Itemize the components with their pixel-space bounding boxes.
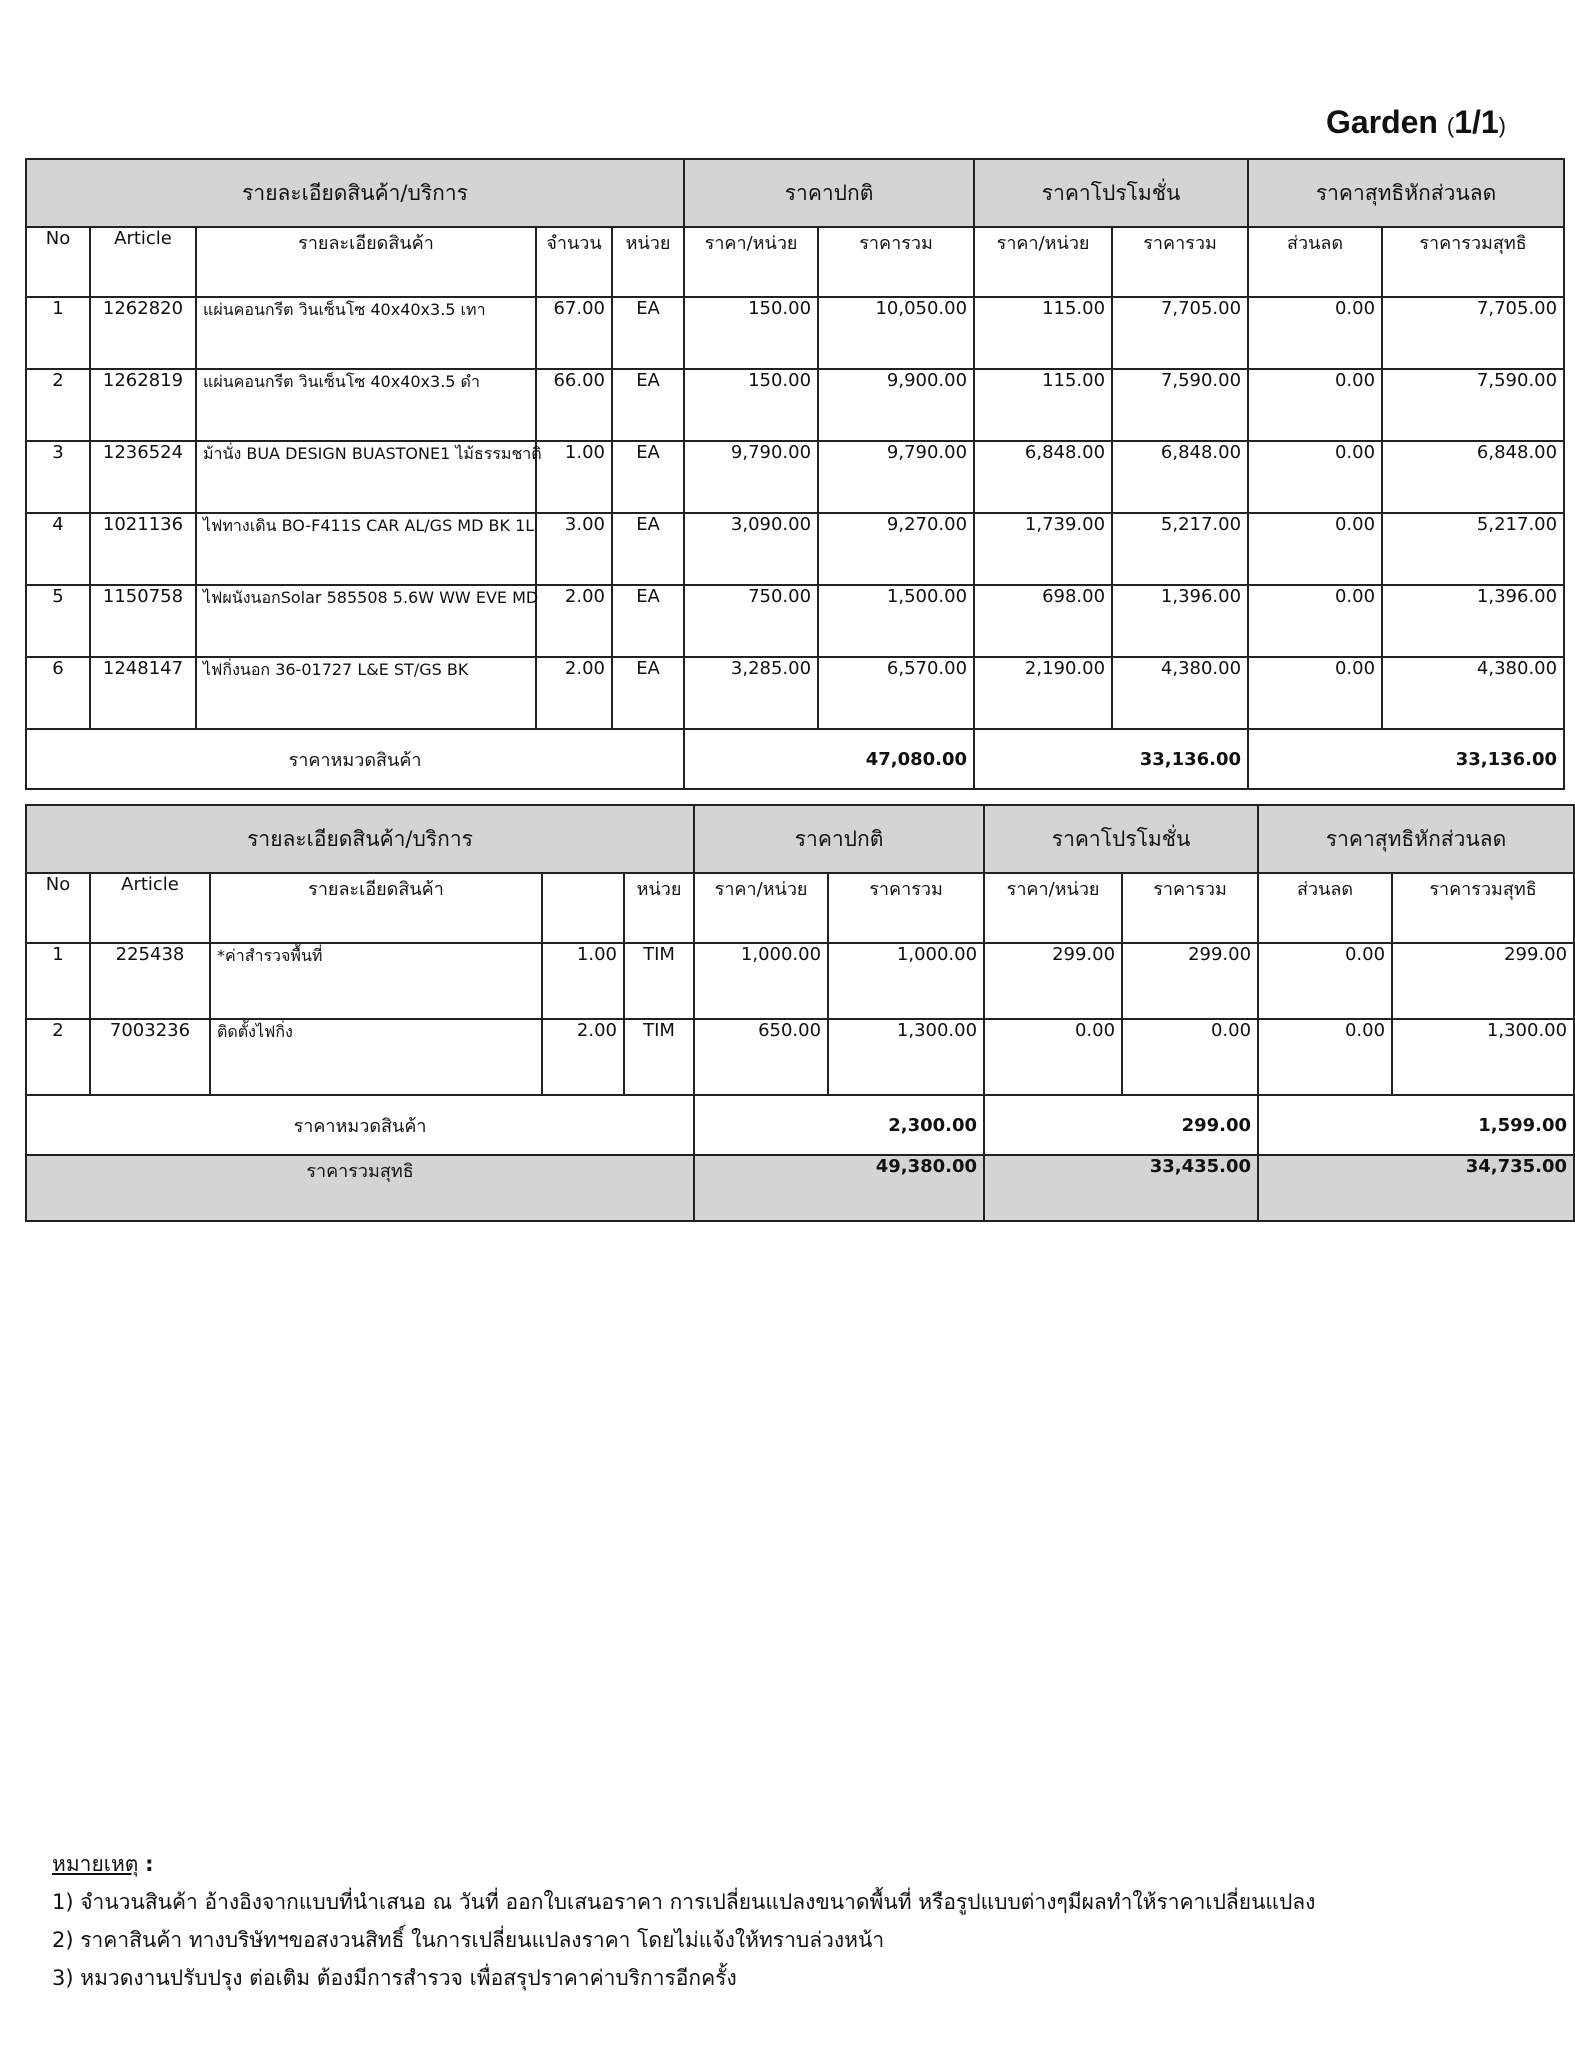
item-net: 6,848.00	[1382, 441, 1564, 513]
item-article: 1262819	[90, 369, 196, 441]
table-row	[26, 441, 1564, 513]
item-promo-price: 2,190.00	[974, 657, 1112, 729]
item-price: 9,790.00	[684, 441, 818, 513]
col-no: No	[26, 873, 90, 943]
item-promo-price: 1,739.00	[974, 513, 1112, 585]
col-net: ราคารวมสุทธิ	[1382, 227, 1564, 297]
item-qty: 2.00	[536, 657, 612, 729]
page-title-text: Garden	[1325, 104, 1438, 140]
item-no: 1	[26, 297, 90, 369]
item-promo-total: 1,396.00	[1112, 585, 1248, 657]
subtotal-label: ราคาหมวดสินค้า	[26, 729, 684, 789]
item-unit: TIM	[624, 943, 694, 1019]
col-unit: หน่วย	[624, 873, 694, 943]
item-article: 1248147	[90, 657, 196, 729]
item-net: 1,396.00	[1382, 585, 1564, 657]
col-total: ราคารวม	[818, 227, 974, 297]
item-total: 6,570.00	[818, 657, 974, 729]
group-normal-price: ราคาปกติ	[684, 159, 974, 227]
item-desc: *ค่าสำรวจพื้นที่	[210, 943, 542, 1019]
subtotal-net: 33,136.00	[1248, 729, 1564, 789]
col-unit: หน่วย	[612, 227, 684, 297]
subtotal-row	[26, 729, 1564, 789]
subtotal-label: ราคาหมวดสินค้า	[26, 1095, 694, 1155]
item-qty: 1.00	[542, 943, 624, 1019]
item-promo-price: 115.00	[974, 297, 1112, 369]
item-discount: 0.00	[1248, 657, 1382, 729]
col-qty: จำนวน	[536, 227, 612, 297]
item-total: 9,790.00	[818, 441, 974, 513]
item-unit: EA	[612, 585, 684, 657]
item-unit: EA	[612, 441, 684, 513]
item-desc: ม้านั่ง BUA DESIGN BUASTONE1 ไม้ธรรมชาติ	[196, 441, 536, 513]
item-promo-price: 0.00	[984, 1019, 1122, 1095]
item-article: 225438	[90, 943, 210, 1019]
item-article: 7003236	[90, 1019, 210, 1095]
item-promo-price: 698.00	[974, 585, 1112, 657]
notes: หมายเหตุ : 1) จำนวนสินค้า อ้างอิงจากแบบที่นำเสนอ ณ วันที่ ออกใบเสนอราคา การเปลี่ยนแปลงขนาดพื้นที่ หรือรูปแบบต่างๆมีผลทำให้ราคาเปลี่ยนแปลง 2) ราคาสินค้า ทางบริษัทฯขอสงวนสิทธิ์ ในการเปลี่ยนแปลงราคา โดยไม่แจ้งให้ทราบล่วงหน้า 3) หมวดงานปรับปรุง ต่อเติม ต้องมีการสำรวจ เพื่อสรุปราคาค่าบริการอีกครั้ง	[52, 1845, 1315, 1997]
item-promo-price: 115.00	[974, 369, 1112, 441]
item-qty: 3.00	[536, 513, 612, 585]
grand-total-normal: 49,380.00	[694, 1155, 984, 1221]
item-qty: 2.00	[542, 1019, 624, 1095]
item-qty: 66.00	[536, 369, 612, 441]
group-net-price: ราคาสุทธิหักส่วนลด	[1258, 805, 1574, 873]
col-promo-price: ราคา/หน่วย	[984, 873, 1122, 943]
page-title: Garden (1/1)	[1325, 104, 1506, 140]
col-discount: ส่วนลด	[1248, 227, 1382, 297]
item-unit: EA	[612, 369, 684, 441]
item-no: 2	[26, 369, 90, 441]
note-item: 3) หมวดงานปรับปรุง ต่อเติม ต้องมีการสำรวจ เพื่อสรุปราคาค่าบริการอีกครั้ง	[52, 1966, 737, 1990]
item-desc: ไฟทางเดิน BO-F411S CAR AL/GS MD BK 1L	[196, 513, 536, 585]
grand-total-promo: 33,435.00	[984, 1155, 1258, 1221]
item-price: 650.00	[694, 1019, 828, 1095]
col-discount: ส่วนลด	[1258, 873, 1392, 943]
item-unit: EA	[612, 297, 684, 369]
item-total: 10,050.00	[818, 297, 974, 369]
grand-total-net: 34,735.00	[1258, 1155, 1574, 1221]
col-article: Article	[90, 873, 210, 943]
group-header-row	[26, 159, 1564, 227]
table-row	[26, 1019, 1574, 1095]
item-desc: ติดตั้งไฟกิ่ง	[210, 1019, 542, 1095]
item-no: 6	[26, 657, 90, 729]
item-desc: ไฟผนังนอกSolar 585508 5.6W WW EVE MD	[196, 585, 536, 657]
item-price: 3,285.00	[684, 657, 818, 729]
table-row	[26, 657, 1564, 729]
item-no: 5	[26, 585, 90, 657]
item-desc: แผ่นคอนกรีต วินเซ็นโซ 40x40x3.5 ดำ	[196, 369, 536, 441]
table-row	[26, 585, 1564, 657]
col-promo-total: ราคารวม	[1112, 227, 1248, 297]
item-net: 4,380.00	[1382, 657, 1564, 729]
col-desc: รายละเอียดสินค้า	[196, 227, 536, 297]
subtotal-normal: 2,300.00	[694, 1095, 984, 1155]
item-desc: ไฟกิ่งนอก 36-01727 L&E ST/GS BK	[196, 657, 536, 729]
table-row	[26, 369, 1564, 441]
item-price: 150.00	[684, 369, 818, 441]
col-no: No	[26, 227, 90, 297]
col-price: ราคา/หน่วย	[684, 227, 818, 297]
item-total: 1,500.00	[818, 585, 974, 657]
col-promo-price: ราคา/หน่วย	[974, 227, 1112, 297]
item-promo-total: 6,848.00	[1112, 441, 1248, 513]
item-article: 1262820	[90, 297, 196, 369]
item-net: 7,705.00	[1382, 297, 1564, 369]
subtotal-promo: 33,136.00	[974, 729, 1248, 789]
subtotal-promo: 299.00	[984, 1095, 1258, 1155]
item-unit: EA	[612, 657, 684, 729]
column-header-row	[26, 227, 1564, 297]
col-total: ราคารวม	[828, 873, 984, 943]
item-promo-total: 0.00	[1122, 1019, 1258, 1095]
item-qty: 2.00	[536, 585, 612, 657]
table-row	[26, 513, 1564, 585]
table-row	[26, 943, 1574, 1019]
grand-total-row	[26, 1155, 1574, 1221]
group-detail: รายละเอียดสินค้า/บริการ	[26, 805, 694, 873]
note-item: 2) ราคาสินค้า ทางบริษัทฯขอสงวนสิทธิ์ ในการเปลี่ยนแปลงราคา โดยไม่แจ้งให้ทราบล่วงหน้า	[52, 1928, 885, 1952]
item-qty: 1.00	[536, 441, 612, 513]
grand-total-label: ราคารวมสุทธิ	[26, 1155, 694, 1221]
item-no: 3	[26, 441, 90, 513]
item-promo-total: 4,380.00	[1112, 657, 1248, 729]
notes-title: หมายเหตุ	[52, 1852, 139, 1876]
item-unit: EA	[612, 513, 684, 585]
col-net: ราคารวมสุทธิ	[1392, 873, 1574, 943]
item-no: 1	[26, 943, 90, 1019]
item-promo-price: 6,848.00	[974, 441, 1112, 513]
item-promo-total: 7,590.00	[1112, 369, 1248, 441]
item-promo-total: 299.00	[1122, 943, 1258, 1019]
page-number: 1/1	[1454, 104, 1499, 140]
group-normal-price: ราคาปกติ	[694, 805, 984, 873]
item-no: 4	[26, 513, 90, 585]
item-total: 1,300.00	[828, 1019, 984, 1095]
item-discount: 0.00	[1248, 441, 1382, 513]
group-promo-price: ราคาโปรโมชั่น	[984, 805, 1258, 873]
item-promo-total: 5,217.00	[1112, 513, 1248, 585]
item-desc: แผ่นคอนกรีต วินเซ็นโซ 40x40x3.5 เทา	[196, 297, 536, 369]
item-net: 5,217.00	[1382, 513, 1564, 585]
item-discount: 0.00	[1258, 1019, 1392, 1095]
item-net: 1,300.00	[1392, 1019, 1574, 1095]
col-desc: รายละเอียดสินค้า	[210, 873, 542, 943]
item-total: 1,000.00	[828, 943, 984, 1019]
col-promo-total: ราคารวม	[1122, 873, 1258, 943]
service-table	[25, 804, 1575, 1222]
group-promo-price: ราคาโปรโมชั่น	[974, 159, 1248, 227]
item-price: 1,000.00	[694, 943, 828, 1019]
item-net: 7,590.00	[1382, 369, 1564, 441]
item-discount: 0.00	[1248, 585, 1382, 657]
item-promo-price: 299.00	[984, 943, 1122, 1019]
note-item: 1) จำนวนสินค้า อ้างอิงจากแบบที่นำเสนอ ณ วันที่ ออกใบเสนอราคา การเปลี่ยนแปลงขนาดพื้นที่ หรือรูปแบบต่างๆมีผลทำให้ราคาเปลี่ยนแปลง	[52, 1890, 1316, 1914]
item-discount: 0.00	[1248, 369, 1382, 441]
item-net: 299.00	[1392, 943, 1574, 1019]
item-price: 750.00	[684, 585, 818, 657]
item-discount: 0.00	[1258, 943, 1392, 1019]
subtotal-row	[26, 1095, 1574, 1155]
col-price: ราคา/หน่วย	[694, 873, 828, 943]
item-promo-total: 7,705.00	[1112, 297, 1248, 369]
group-detail: รายละเอียดสินค้า/บริการ	[26, 159, 684, 227]
item-discount: 0.00	[1248, 513, 1382, 585]
product-table	[25, 158, 1565, 790]
col-qty	[542, 873, 624, 943]
item-total: 9,270.00	[818, 513, 974, 585]
table-row	[26, 297, 1564, 369]
item-article: 1021136	[90, 513, 196, 585]
group-net-price: ราคาสุทธิหักส่วนลด	[1248, 159, 1564, 227]
item-qty: 67.00	[536, 297, 612, 369]
item-article: 1150758	[90, 585, 196, 657]
subtotal-normal: 47,080.00	[684, 729, 974, 789]
item-discount: 0.00	[1248, 297, 1382, 369]
group-header-row	[26, 805, 1574, 873]
col-article: Article	[90, 227, 196, 297]
item-price: 150.00	[684, 297, 818, 369]
item-total: 9,900.00	[818, 369, 974, 441]
item-price: 3,090.00	[684, 513, 818, 585]
item-no: 2	[26, 1019, 90, 1095]
column-header-row	[26, 873, 1574, 943]
item-unit: TIM	[624, 1019, 694, 1095]
subtotal-net: 1,599.00	[1258, 1095, 1574, 1155]
item-article: 1236524	[90, 441, 196, 513]
